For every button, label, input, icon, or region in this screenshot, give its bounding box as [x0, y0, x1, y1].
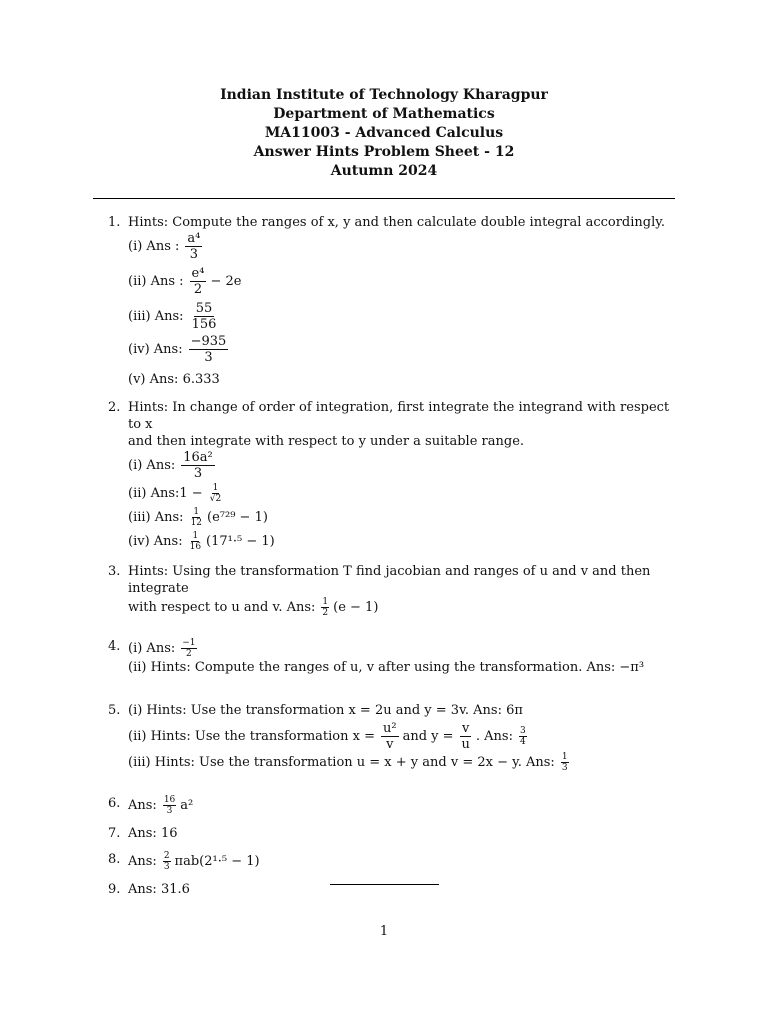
- hint-text-line2: [128, 597, 676, 618]
- answer-v: (v) Ans: 6.333: [128, 372, 220, 387]
- question-5: [108, 702, 676, 773]
- answer-label: (i) Ans:: [128, 458, 176, 473]
- answer-label: . Ans:: [475, 729, 513, 744]
- answer-iii: [128, 507, 676, 528]
- answer-tail: − 2e: [210, 274, 242, 289]
- footnote-divider: [330, 884, 439, 885]
- fraction: $\frac{1}{√2}$: [209, 483, 222, 504]
- question-3: [108, 563, 676, 618]
- fraction: $\frac{3}{4}$: [519, 726, 526, 747]
- answer-ii: [128, 266, 676, 297]
- question-number: 5.: [108, 703, 121, 718]
- question-4: [108, 638, 676, 676]
- question-number: 7.: [108, 826, 121, 841]
- answer-tail: πab(2¹·⁵ − 1): [174, 854, 260, 869]
- hint-text-line2: and then integrate with respect to y under a suitable range.: [128, 434, 525, 449]
- course-title: MA11003 - Advanced Calculus: [264, 125, 504, 141]
- answer-i: [128, 450, 676, 481]
- question-number: 1.: [108, 215, 121, 230]
- answer-label: (ii) Ans:1 −: [128, 486, 203, 501]
- question-6: [108, 795, 676, 816]
- question-7: [108, 825, 676, 842]
- answer-ii: [128, 483, 676, 504]
- answer-label: (i) Ans :: [128, 239, 180, 254]
- hint-text: Hints: Compute the ranges of x, y and then calculate double integral accordingly.: [128, 215, 665, 230]
- answer-label: (iv) Ans:: [128, 342, 183, 357]
- question-2: [108, 399, 676, 552]
- fraction: $\frac{-1}{2}$: [182, 638, 196, 659]
- answer-label: Ans:: [128, 798, 157, 813]
- hint-text-line1: Hints: In change of order of integration, first integrate the integrand with respect to x: [128, 400, 670, 432]
- answer-iv: [128, 334, 676, 365]
- question-number: 3.: [108, 564, 121, 579]
- fraction: $\frac{1}{16}$: [189, 531, 202, 552]
- answer-ii: (ii) Hints: Compute the ranges of u, v after using the transformation. Ans: −π³: [128, 660, 645, 675]
- fraction: $\frac{2}{3}$: [163, 851, 170, 872]
- answer-tail: (e − 1): [333, 600, 379, 615]
- question-number: 2.: [108, 400, 121, 415]
- fraction: $\frac{16}{3}$: [163, 795, 176, 816]
- hint-label: (iii) Hints: Use the transformation u = x + y and v = 2x − y. Ans:: [128, 755, 555, 770]
- fraction: $\frac{1}{2}$: [322, 597, 329, 618]
- answer-label: (iii) Ans:: [128, 510, 184, 525]
- answer-tail: (17¹·⁵ − 1): [206, 534, 275, 549]
- answer-tail: (e⁷²⁹ − 1): [207, 510, 268, 525]
- department-name: Department of Mathematics: [273, 106, 495, 122]
- question-number: 9.: [108, 882, 121, 897]
- answer-i: [128, 231, 676, 262]
- question-1: [108, 214, 676, 388]
- document-header: [0, 86, 768, 181]
- fraction: $\frac{1}{3}$: [561, 752, 568, 773]
- institute-name: Indian Institute of Technology Kharagpur: [220, 87, 548, 103]
- answer-list: [108, 214, 676, 898]
- fraction: $\frac{1}{12}$: [190, 507, 203, 528]
- answer-label: with respect to u and v. Ans:: [128, 600, 316, 615]
- fraction: $\frac{v}{u}$: [461, 721, 470, 752]
- fraction: $\frac{-935}{3}$: [190, 334, 227, 365]
- answer: Ans: 16: [128, 826, 178, 841]
- fraction: $\frac{\text{a⁴}}{3}$: [187, 231, 201, 262]
- answer-ii: [128, 721, 676, 752]
- hint-text-line1: Hints: Using the transformation T find jacobian and ranges of u and v and then integrate: [128, 564, 651, 596]
- fraction: $\frac{\text{u²}}{v}$: [382, 721, 397, 752]
- question-number: 8.: [108, 852, 121, 867]
- answer-i: [128, 638, 676, 659]
- question-number: 6.: [108, 796, 121, 811]
- header-divider: [93, 198, 675, 199]
- answer-tail: a²: [180, 798, 194, 813]
- question-8: [108, 851, 676, 872]
- answer: Ans: 31.6: [128, 882, 190, 897]
- answer-label: (iii) Ans:: [128, 309, 184, 324]
- page-number: 1: [379, 924, 389, 939]
- semester: Autumn 2024: [330, 163, 438, 179]
- hint-label: and y =: [402, 729, 454, 744]
- fraction: $\frac{55}{156}$: [191, 301, 217, 332]
- answer-iii: [128, 752, 676, 773]
- fraction: $\frac{\text{e⁴}}{2}$: [191, 266, 205, 297]
- answer-label: (ii) Ans :: [128, 274, 184, 289]
- answer-label: (iv) Ans:: [128, 534, 183, 549]
- sheet-title: Answer Hints Problem Sheet - 12: [253, 144, 515, 160]
- question-number: 4.: [108, 639, 121, 654]
- answer-label: (i) Ans:: [128, 641, 176, 656]
- answer-label: Ans:: [128, 854, 157, 869]
- answer-iv: [128, 531, 676, 552]
- answer-i: (i) Hints: Use the transformation x = 2u and y = 3v. Ans: 6π: [128, 703, 523, 718]
- fraction: $\frac{\text{16a²}}{3}$: [183, 450, 213, 481]
- hint-label: (ii) Hints: Use the transformation x =: [128, 729, 375, 744]
- answer: [128, 851, 676, 872]
- answer-iii: [128, 301, 676, 332]
- answer: [128, 795, 676, 816]
